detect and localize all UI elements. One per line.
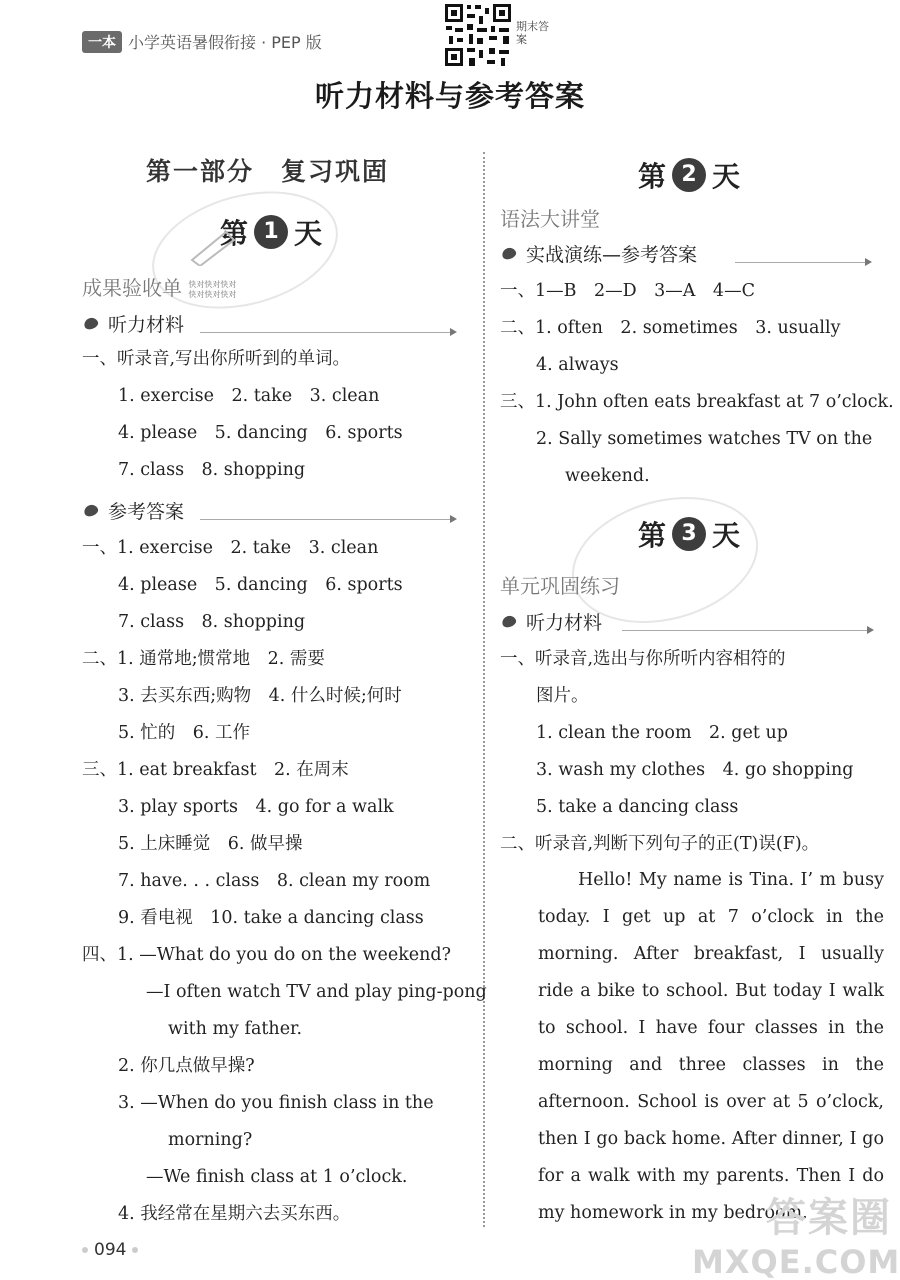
text-line: 5. 忙的 6. 工作 <box>118 723 251 743</box>
text-line: 三、1. John often eats breakfast at 7 o’clock. <box>500 392 894 412</box>
text-line: 一、听录音,选出与你所听内容相符的 <box>500 649 786 669</box>
text-line: 4. please 5. dancing 6. sports <box>118 575 403 595</box>
text-line: 7. class 8. shopping <box>118 612 306 632</box>
text-line: 7. class 8. shopping <box>118 460 306 480</box>
subhead-listening-2: 听力材料 <box>502 608 602 635</box>
day-2-heading: 第 2 天 <box>638 160 741 193</box>
subhead-rule <box>735 262 870 263</box>
day-number-badge: 1 <box>254 215 288 249</box>
text-line: 四、1. —What do you do on the weekend? <box>82 945 452 965</box>
text-line: morning? <box>168 1130 253 1150</box>
day-1-heading: 第 1 天 <box>220 217 323 250</box>
text-line: 二、1. often 2. sometimes 3. usually <box>500 318 841 338</box>
section-label-grammar: 语法大讲堂 <box>500 207 600 231</box>
text-line: —We finish class at 1 o’clock. <box>146 1167 408 1187</box>
text-line: 7. have. . . class 8. clean my room <box>118 871 431 891</box>
text-line: 5. take a dancing class <box>536 797 739 817</box>
text-line: 2. 你几点做早操? <box>118 1056 255 1076</box>
bullet-icon <box>83 503 100 518</box>
column-divider <box>483 152 485 1227</box>
qr-caption: 期末答案 <box>516 20 549 46</box>
text-line: 3. play sports 4. go for a walk <box>118 797 394 817</box>
part-title: 第一部分 复习巩固 <box>146 157 390 186</box>
bullet-icon <box>501 246 518 261</box>
qr-code-icon <box>443 2 513 68</box>
subhead-listening: 听力材料 <box>84 310 184 337</box>
text-line: 4. please 5. dancing 6. sports <box>118 423 403 443</box>
text-line: 1. clean the room 2. get up <box>536 723 788 743</box>
bullet-icon <box>501 614 518 629</box>
text-line: 3. wash my clothes 4. go shopping <box>536 760 854 780</box>
text-line: with my father. <box>168 1019 303 1039</box>
text-line: 5. 上床睡觉 6. 做早操 <box>118 834 303 854</box>
text-line: 一、1. exercise 2. take 3. clean <box>82 538 379 558</box>
text-line: 二、听录音,判断下列句子的正(T)误(F)。 <box>500 834 820 854</box>
subhead-rule <box>200 332 455 333</box>
bullet-icon <box>83 316 100 331</box>
text-line: 一、1—B 2—D 3—A 4—C <box>500 281 755 301</box>
pencil-icon <box>188 226 238 266</box>
text-line: 三、1. eat breakfast 2. 在周末 <box>82 760 349 780</box>
section-label-unit-review: 单元巩固练习 <box>500 574 620 598</box>
text-line: 4. 我经常在星期六去买东西。 <box>118 1204 351 1224</box>
text-line: 图片。 <box>536 686 589 706</box>
subhead-rule <box>622 630 872 631</box>
subhead-practice: 实战演练—参考答案 <box>502 240 697 267</box>
text-line: 二、1. 通常地;惯常地 2. 需要 <box>82 649 325 669</box>
page-number: 094 <box>82 1240 138 1260</box>
day-number-badge: 2 <box>672 158 706 192</box>
text-line: 一、听录音,写出你所听到的单词。 <box>82 349 351 369</box>
text-line: weekend. <box>565 466 650 486</box>
series-title: 小学英语暑假衔接 · PEP 版 <box>128 33 322 52</box>
page-title: 听力材料与参考答案 <box>314 79 585 113</box>
text-line: 3. 去买东西;购物 4. 什么时候;何时 <box>118 686 402 706</box>
text-line: —I often watch TV and play ping-pong <box>146 982 487 1002</box>
series-header <box>82 30 322 53</box>
text-line: 2. Sally sometimes watches TV on the <box>536 429 873 449</box>
listening-passage: Hello! My name is Tina. I’ m busy today. I get up at 7 o’clock in the morning. After breakfast, I usually ride a bike to school. But today I walk to school. I have four classes in the morning and three classes in the afternoon. School is over at 5 o’clock, then I go back home. After dinner, I go for a walk with my parents. Then I do my homework in my bedroom. <box>538 870 884 1223</box>
text-line: 1. exercise 2. take 3. clean <box>118 386 380 406</box>
text-line: 9. 看电视 10. take a dancing class <box>118 908 424 928</box>
brand-logo: 一本 <box>82 31 122 53</box>
text-line: 4. always <box>536 355 619 375</box>
text-line: 3. —When do you finish class in the <box>118 1093 434 1113</box>
site-watermark: 答案圈 MXQE.COM <box>692 1195 900 1280</box>
day-3-heading: 第 3 天 <box>638 519 741 552</box>
day-number-badge: 3 <box>672 517 706 551</box>
subhead-answers: 参考答案 <box>84 497 184 524</box>
subhead-rule <box>200 519 455 520</box>
section-label-results: 成果验收单 快对快对快对 快对快对快对 <box>82 276 237 300</box>
